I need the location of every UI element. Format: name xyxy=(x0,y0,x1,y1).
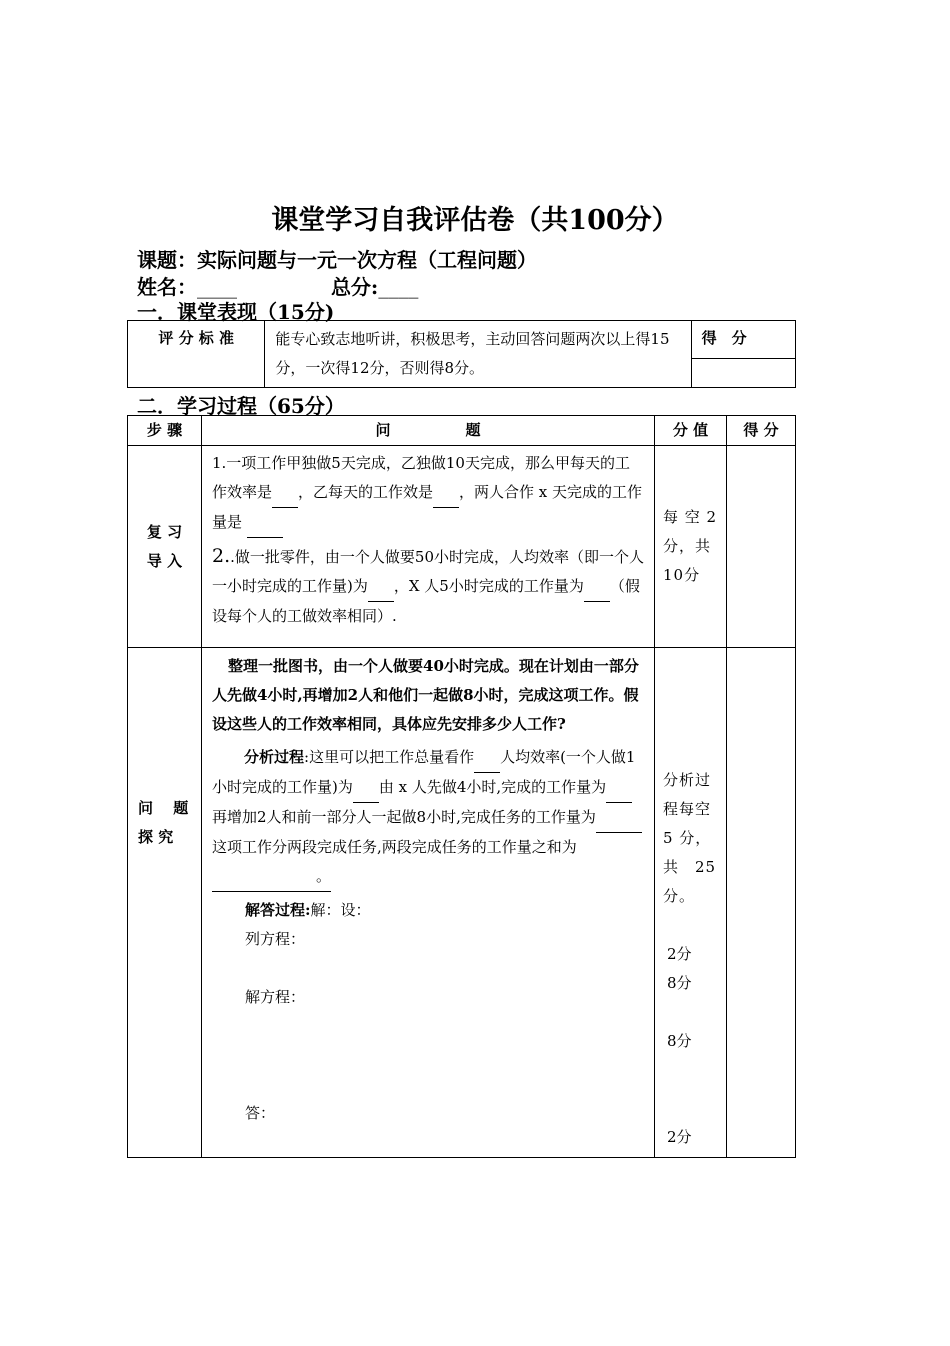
review-question-2: 2..做一批零件，由一个人做要50小时完成，人均效率（即一个人一小时完成的工作量)为 ，X 人5小时完成的工作量为 （假设每个人的工做效率相同）. xyxy=(212,545,644,625)
explore-step-line1: 问 题 xyxy=(138,799,189,817)
review-step-line1: 复 习 xyxy=(146,522,183,541)
explore-points-2: 8分 xyxy=(667,974,692,992)
total-blank[interactable]: ____ xyxy=(378,275,419,299)
header-question: 问 题 xyxy=(202,416,655,446)
blank-4[interactable] xyxy=(368,572,394,602)
blank-7[interactable] xyxy=(353,773,379,803)
name-label: 姓名： xyxy=(137,275,197,299)
explore-points-4: 2分 xyxy=(667,1128,692,1146)
review-question-cell xyxy=(202,446,655,648)
criteria-label: 评 分 标 准 xyxy=(158,329,235,347)
header-score: 得 分 xyxy=(727,416,796,446)
blank-2[interactable] xyxy=(433,478,459,508)
blank-5[interactable] xyxy=(584,572,610,602)
performance-table xyxy=(127,320,796,388)
blank-8[interactable] xyxy=(606,773,632,803)
solve-line: 解答过程:解：设： xyxy=(245,901,371,919)
explore-points-1: 2分 xyxy=(667,945,692,963)
answer-label: 答： xyxy=(245,1104,276,1122)
criteria-label-cell xyxy=(128,321,265,388)
explore-points-cell xyxy=(655,648,727,1158)
name-blank[interactable]: ____ xyxy=(197,275,237,299)
score-label-cell xyxy=(691,321,795,359)
explore-points-3: 8分 xyxy=(667,1032,692,1050)
review-step-line2: 导 入 xyxy=(146,551,183,570)
explore-question-cell xyxy=(202,648,655,1158)
analysis-paragraph: 分析过程:这里可以把工作总量看作 人均效率(一个人做1小时完成的工作量)为 由 x 人先做4小时,完成的工作量为 再增加2人和前一部分人一起做8小时,完成任务的工作量为 这项工作分两段完成任务,两段完成任务的工作量之和为 。 xyxy=(202,743,654,896)
score-input-cell[interactable] xyxy=(691,359,795,388)
header-step: 步 骤 xyxy=(128,416,202,446)
header-points: 分 值 xyxy=(655,416,727,446)
review-step-cell xyxy=(128,446,202,648)
explore-row xyxy=(128,648,796,1158)
review-points-cell xyxy=(655,446,727,648)
section-2-heading: 二．学习过程（65分） xyxy=(137,394,345,418)
blank-9[interactable] xyxy=(596,803,642,833)
review-points: 每 空 2 分，共 10分 xyxy=(663,508,718,584)
explore-step-cell xyxy=(128,648,202,1158)
blank-10[interactable] xyxy=(212,862,284,892)
review-question-1: 1.一项工作甲独做5天完成，乙独做10天完成，那么甲每天的工作效率是 ，乙每天的工作效是 ，两人合作 x 天完成的工作量是 xyxy=(202,446,654,542)
learning-process-table xyxy=(127,415,796,1158)
topic-line: 课题：实际问题与一元一次方程（工程问题） xyxy=(137,248,537,272)
section-1-heading: 一．课堂表现（15分) xyxy=(137,300,335,324)
solve-equation-label: 解方程： xyxy=(245,988,306,1006)
review-score-cell[interactable] xyxy=(727,446,796,648)
criteria-text-cell xyxy=(265,321,691,388)
review-row xyxy=(128,446,796,648)
explore-score-cell[interactable] xyxy=(727,648,796,1158)
blank-1[interactable] xyxy=(272,478,298,508)
criteria-text: 能专心致志地听讲，积极思考，主动回答问题两次以上得15分，一次得12分，否则得8分。 xyxy=(275,330,670,377)
total-label: 总分: xyxy=(330,275,379,299)
page-title: 课堂学习自我评估卷（共100分） xyxy=(271,205,679,236)
blank-3[interactable] xyxy=(247,508,283,538)
blank-6[interactable] xyxy=(474,743,500,773)
explore-step-line2: 探 究 xyxy=(138,828,174,846)
explore-problem: 整理一批图书，由一个人做要40小时完成。现在计划由一部分人先做4小时,再增加2人和他们一起做8小时，完成这项工作。假设这些人的工作效率相同，具体应先安排多少人工作? xyxy=(212,657,639,733)
score-label: 得 分 xyxy=(701,329,747,347)
explore-points-analysis: 分析过程每空 5 分，共 25分。 xyxy=(663,771,717,905)
equation-label: 列方程： xyxy=(245,930,306,948)
